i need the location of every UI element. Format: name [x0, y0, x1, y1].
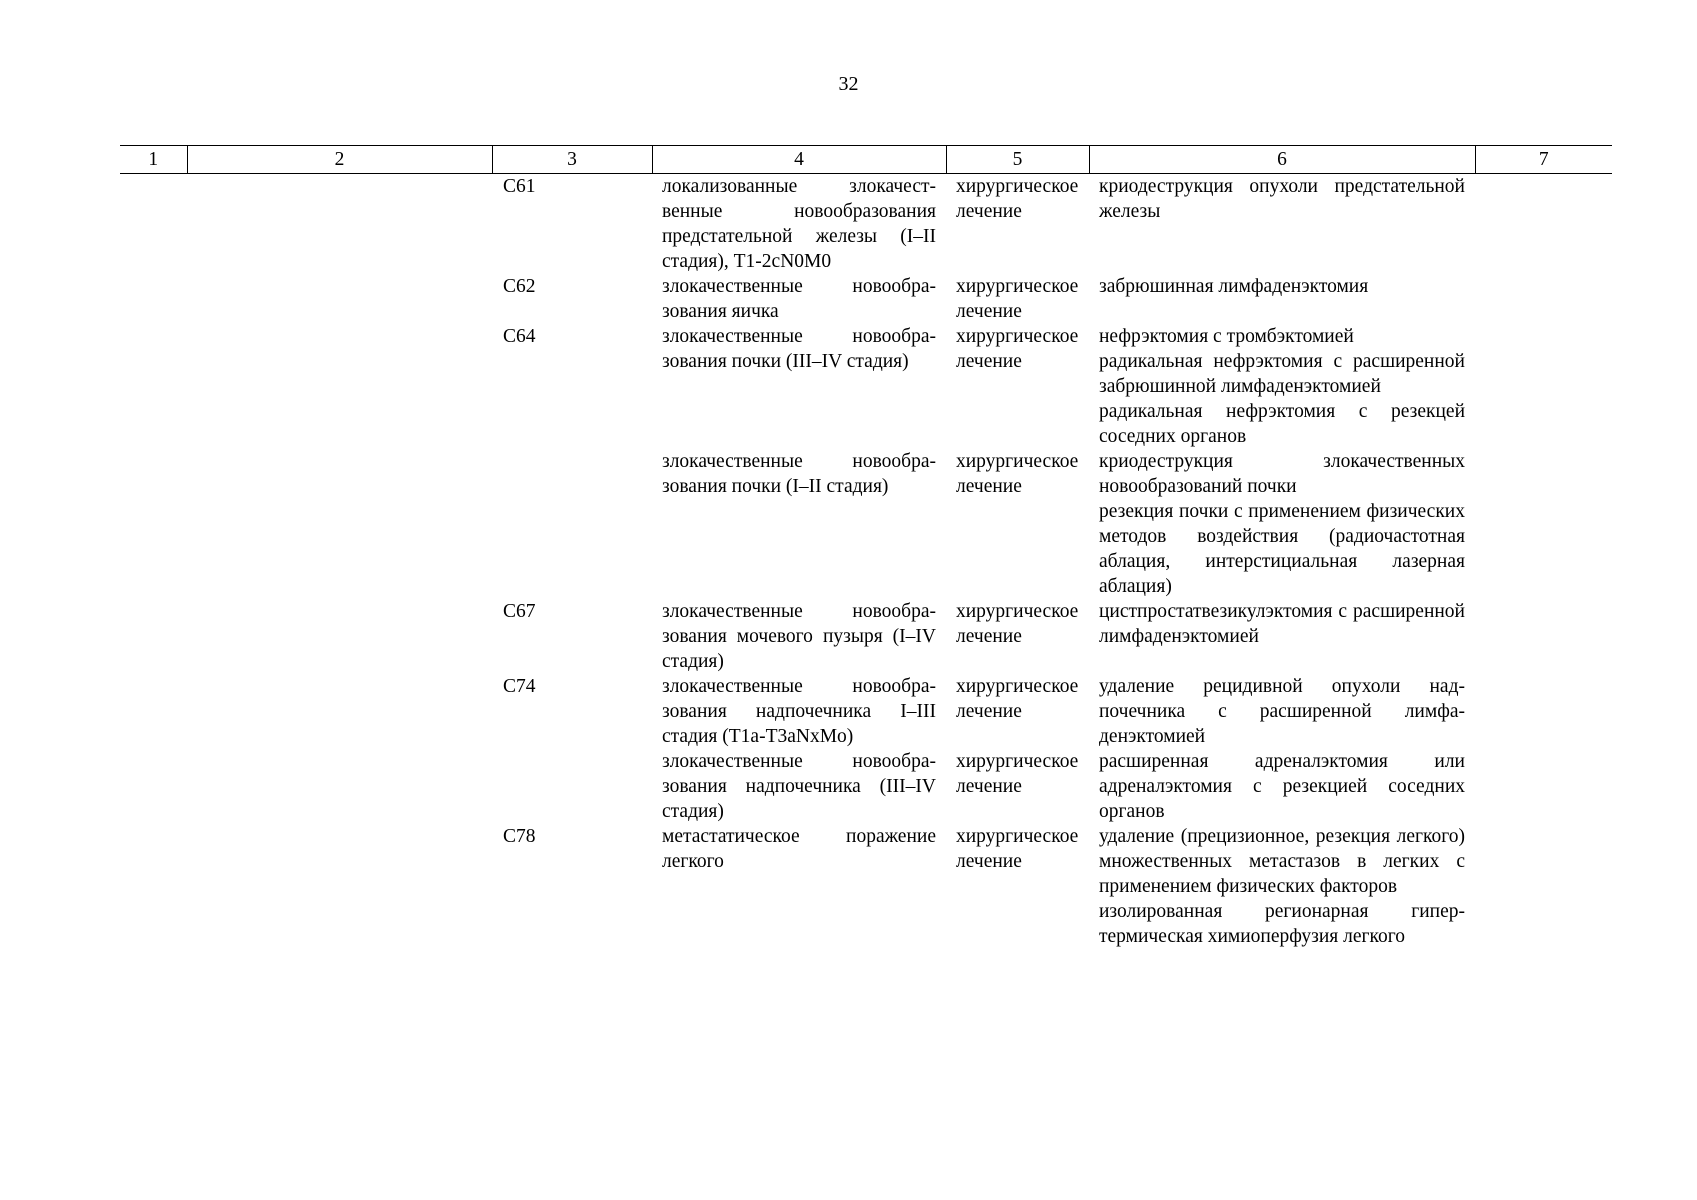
column-header-6: 6: [1089, 146, 1475, 174]
cell-col-7: [1475, 274, 1612, 324]
procedures-cell: [1089, 749, 1475, 824]
treatment-type-cell: хирургическое лечение: [956, 751, 1079, 797]
procedures-cell: [1089, 174, 1475, 275]
table-row: [120, 674, 1612, 749]
icd-code: C61: [503, 176, 536, 197]
cell-col-2: [187, 599, 492, 674]
icd-code: C62: [503, 276, 536, 297]
table-row: [120, 449, 1612, 599]
cell-col-2: [187, 274, 492, 324]
procedure-item: радикальная нефрэктомия с резекцей соседних органов: [1099, 401, 1465, 447]
procedure-item: радикальная нефрэктомия с расширенной забрюшинной лимфаденэктомией: [1099, 351, 1465, 397]
procedure-item: удаление рецидивной опухоли надпочечника с расширенной лимфаденэктомией: [1099, 676, 1465, 747]
icd-code: C74: [503, 676, 536, 697]
treatment-type-cell: хирургическое лечение: [956, 326, 1079, 372]
cell-col-7: [1475, 674, 1612, 749]
medical-care-table: [120, 145, 1612, 949]
cell-col-1: [120, 449, 187, 599]
diagnosis-cell: метастатическое поражение легкого: [662, 826, 936, 872]
cell-col-1: [120, 824, 187, 949]
diagnosis-cell: злокачественные новообразования надпочечника I–III стадия (T1a-T3aNxMo): [662, 676, 936, 747]
cell-col-1: [120, 599, 187, 674]
procedures-cell: [1089, 274, 1475, 324]
icd-code: C67: [503, 601, 536, 622]
treatment-type-cell: хирургическое лечение: [956, 676, 1079, 722]
cell-col-1: [120, 274, 187, 324]
procedures-cell: [1089, 599, 1475, 674]
icd-code: C64: [503, 326, 536, 347]
diagnosis-cell: злокачественные новообразования почки (I–II стадия): [662, 451, 936, 497]
procedure-item: нефрэктомия с тромбэктомией: [1099, 326, 1354, 347]
cell-col-1: [120, 749, 187, 824]
cell-col-1: [120, 174, 187, 275]
column-header-5: 5: [946, 146, 1089, 174]
icd-code: [492, 449, 652, 599]
diagnosis-cell: злокачественные новообразования надпочечника (III–IV стадия): [662, 751, 936, 822]
procedure-item: забрюшинная лимфаденэктомия: [1099, 276, 1369, 297]
table-row: [120, 749, 1612, 824]
cell-col-7: [1475, 174, 1612, 275]
procedure-item: расширенная адреналэктомия или адреналэктомия с резекцией соседних органов: [1099, 751, 1465, 822]
procedures-cell: [1089, 324, 1475, 449]
cell-col-7: [1475, 449, 1612, 599]
treatment-type-cell: хирургическое лечение: [956, 601, 1079, 647]
procedure-item: изолированная регионарная гипертермическая химиоперфузия легкого: [1099, 901, 1465, 947]
column-header-1: 1: [120, 146, 187, 174]
column-number-header-row: [120, 146, 1612, 174]
table-row: [120, 824, 1612, 949]
procedure-item: криодеструкция злокачественных новообразований почки: [1099, 451, 1465, 497]
procedure-item: криодеструкция опухоли предстательной железы: [1099, 176, 1465, 222]
cell-col-1: [120, 674, 187, 749]
procedures-cell: [1089, 674, 1475, 749]
table-row: [120, 324, 1612, 449]
table-row: [120, 174, 1612, 275]
diagnosis-cell: локализованные злокачественные новообразования предстательной железы (I–II стадия), T1-2cN0M0: [662, 176, 936, 272]
table-row: [120, 599, 1612, 674]
procedure-item: резекция почки с применением физических методов воздействия (радиочастотная аблация, интерстициальная лазерная аблация): [1099, 501, 1465, 597]
icd-code: [492, 749, 652, 824]
cell-col-2: [187, 174, 492, 275]
column-header-7: 7: [1475, 146, 1612, 174]
diagnosis-cell: злокачественные новообразования яичка: [662, 276, 936, 322]
table-row: [120, 274, 1612, 324]
table-body: [120, 174, 1612, 950]
treatment-type-cell: хирургическое лечение: [956, 276, 1079, 322]
page-number: 32: [838, 73, 859, 95]
cell-col-7: [1475, 324, 1612, 449]
column-header-4: 4: [652, 146, 946, 174]
cell-col-7: [1475, 749, 1612, 824]
procedure-item: цистпростатвезикулэктомия с расширенной лимфаденэктомией: [1099, 601, 1465, 647]
cell-col-7: [1475, 599, 1612, 674]
treatment-type-cell: хирургическое лечение: [956, 176, 1079, 222]
treatment-type-cell: хирургическое лечение: [956, 826, 1079, 872]
procedures-cell: [1089, 824, 1475, 949]
cell-col-7: [1475, 824, 1612, 949]
cell-col-2: [187, 449, 492, 599]
cell-col-1: [120, 324, 187, 449]
cell-col-2: [187, 674, 492, 749]
cell-col-2: [187, 324, 492, 449]
diagnosis-cell: злокачественные новообразования почки (III–IV стадия): [662, 326, 936, 372]
column-header-3: 3: [492, 146, 652, 174]
procedure-item: удаление (прецизионное, резекция легкого) множественных метастазов в легких с применением физических факторов: [1099, 826, 1465, 897]
procedures-cell: [1089, 449, 1475, 599]
icd-code: C78: [503, 826, 536, 847]
cell-col-2: [187, 749, 492, 824]
treatment-type-cell: хирургическое лечение: [956, 451, 1079, 497]
column-header-2: 2: [187, 146, 492, 174]
diagnosis-cell: злокачественные новообразования мочевого пузыря (I–IV стадия): [662, 601, 936, 672]
cell-col-2: [187, 824, 492, 949]
